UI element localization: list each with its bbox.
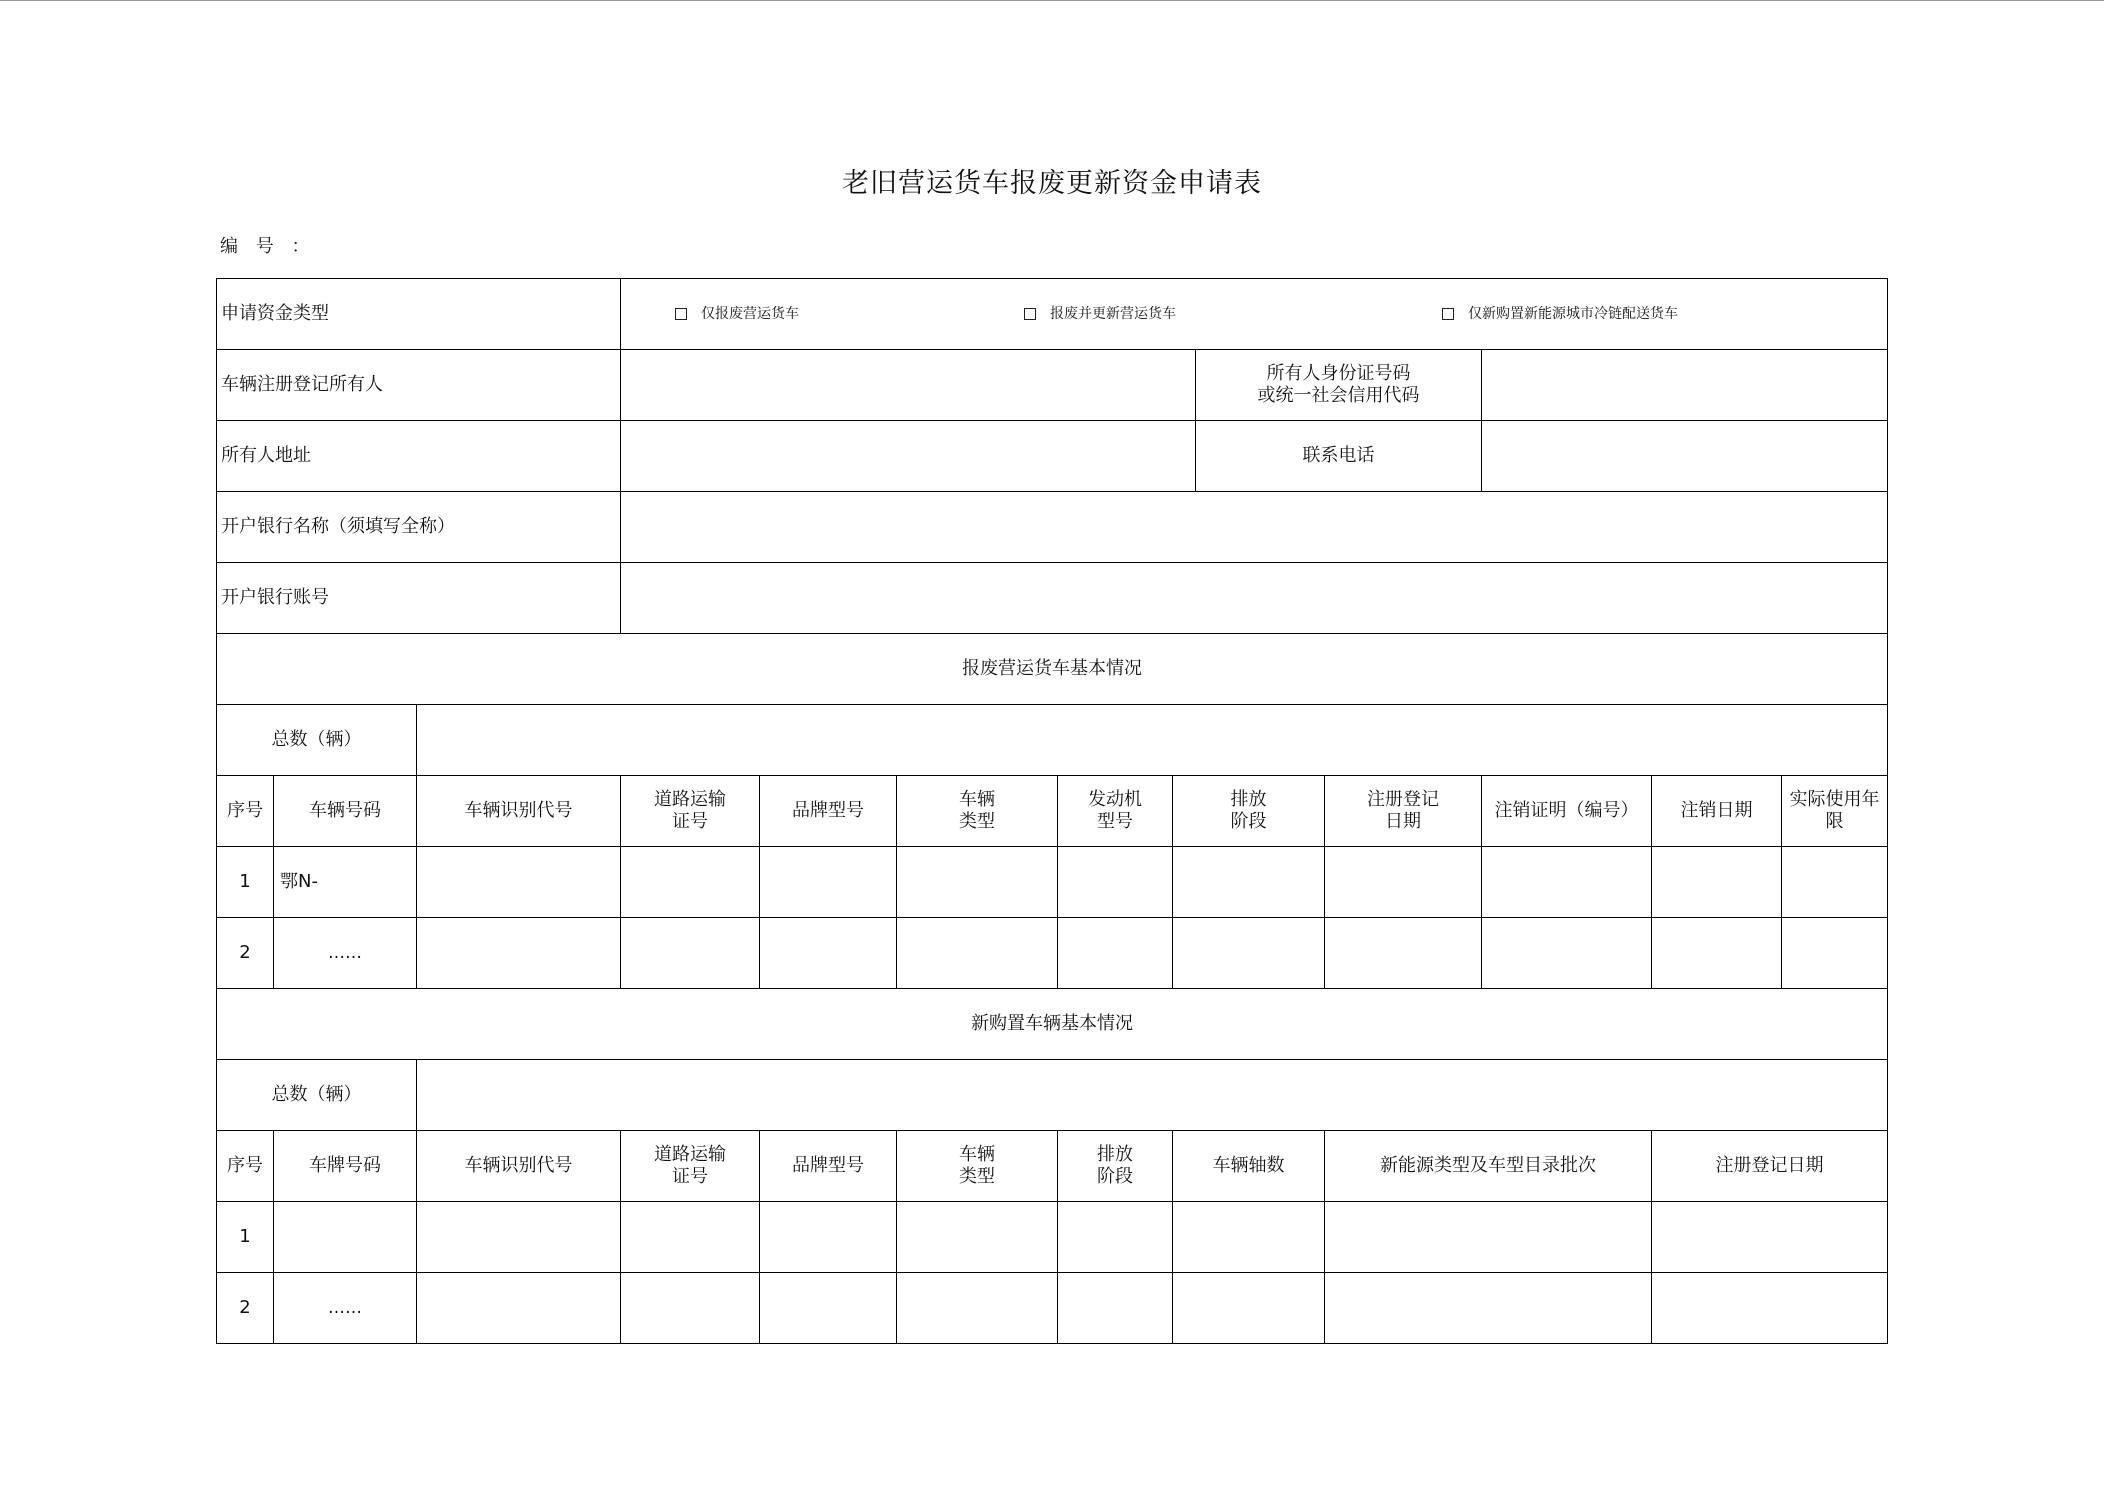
cell[interactable] bbox=[417, 1273, 621, 1344]
column-header: 车牌号码 bbox=[274, 1131, 417, 1202]
row-number: 1 bbox=[217, 1202, 274, 1273]
scrap-total-label: 总数（辆） bbox=[217, 705, 417, 776]
column-header: 排放 阶段 bbox=[1058, 1131, 1173, 1202]
phone-label: 联系电话 bbox=[1196, 421, 1482, 492]
column-header: 新能源类型及车型目录批次 bbox=[1325, 1131, 1652, 1202]
apply-type-label: 申请资金类型 bbox=[217, 279, 621, 350]
cell[interactable] bbox=[1058, 1273, 1173, 1344]
serial-number-label bbox=[220, 232, 321, 258]
cell[interactable] bbox=[1325, 1202, 1652, 1273]
column-header: 车辆识别代号 bbox=[417, 776, 621, 847]
column-header: 品牌型号 bbox=[760, 1131, 897, 1202]
cell[interactable] bbox=[1482, 918, 1652, 989]
cell[interactable] bbox=[621, 918, 760, 989]
owner-id-input[interactable] bbox=[1482, 350, 1888, 421]
option-scrap-only[interactable] bbox=[675, 303, 799, 325]
table-row bbox=[217, 1273, 1888, 1344]
apply-type-options bbox=[621, 279, 1888, 350]
column-header: 发动机 型号 bbox=[1058, 776, 1173, 847]
serial-char: 编 bbox=[220, 236, 238, 257]
column-header: 车辆轴数 bbox=[1173, 1131, 1325, 1202]
owner-row bbox=[217, 350, 1888, 421]
column-header: 车辆识别代号 bbox=[417, 1131, 621, 1202]
table-row bbox=[217, 1202, 1888, 1273]
scrap-total-row bbox=[217, 705, 1888, 776]
serial-char: 号 bbox=[255, 236, 274, 257]
owner-id-label bbox=[1196, 350, 1482, 421]
column-header: 车辆 类型 bbox=[897, 1131, 1058, 1202]
cell[interactable] bbox=[1652, 918, 1782, 989]
bank-account-label: 开户银行账号 bbox=[217, 563, 621, 634]
option-scrap-and-renew[interactable] bbox=[1024, 303, 1176, 325]
cell[interactable] bbox=[621, 847, 760, 918]
checkbox-icon[interactable] bbox=[675, 308, 687, 320]
scrap-section-title: 报废营运货车基本情况 bbox=[217, 634, 1888, 705]
column-header: 品牌型号 bbox=[760, 776, 897, 847]
column-header: 道路运输 证号 bbox=[621, 776, 760, 847]
apply-type-row bbox=[217, 279, 1888, 350]
cell[interactable] bbox=[1325, 1273, 1652, 1344]
new-header-row bbox=[217, 1131, 1888, 1202]
cell[interactable] bbox=[1652, 1273, 1888, 1344]
bank-name-input[interactable] bbox=[621, 492, 1888, 563]
cell[interactable] bbox=[1058, 1202, 1173, 1273]
cell[interactable] bbox=[897, 1202, 1058, 1273]
column-header: 道路运输 证号 bbox=[621, 1131, 760, 1202]
cell[interactable] bbox=[1652, 847, 1782, 918]
cell[interactable] bbox=[1782, 918, 1888, 989]
column-header: 注销证明（编号） bbox=[1482, 776, 1652, 847]
cell[interactable] bbox=[1652, 1202, 1888, 1273]
column-header: 注册登记日期 bbox=[1652, 1131, 1888, 1202]
option-label: 报废并更新营运货车 bbox=[1050, 306, 1176, 322]
cell[interactable] bbox=[1173, 918, 1325, 989]
cell[interactable] bbox=[1058, 918, 1173, 989]
plate-cell[interactable] bbox=[274, 1202, 417, 1273]
column-header: 序号 bbox=[217, 776, 274, 847]
table-row bbox=[217, 847, 1888, 918]
new-total-label: 总数（辆） bbox=[217, 1060, 417, 1131]
address-input[interactable] bbox=[621, 421, 1196, 492]
new-section-title: 新购置车辆基本情况 bbox=[217, 989, 1888, 1060]
cell[interactable] bbox=[417, 918, 621, 989]
option-label: 仅报废营运货车 bbox=[701, 306, 799, 322]
phone-input[interactable] bbox=[1482, 421, 1888, 492]
scrap-total-input[interactable] bbox=[417, 705, 1888, 776]
plate-cell[interactable]: …… bbox=[274, 918, 417, 989]
option-label: 仅新购置新能源城市冷链配送货车 bbox=[1468, 306, 1678, 322]
column-header: 车辆号码 bbox=[274, 776, 417, 847]
owner-input[interactable] bbox=[621, 350, 1196, 421]
column-header: 注册登记 日期 bbox=[1325, 776, 1482, 847]
plate-cell[interactable]: …… bbox=[274, 1273, 417, 1344]
cell[interactable] bbox=[760, 847, 897, 918]
cell[interactable] bbox=[1173, 1273, 1325, 1344]
cell[interactable] bbox=[1058, 847, 1173, 918]
cell[interactable] bbox=[897, 918, 1058, 989]
plate-cell[interactable]: 鄂N- bbox=[274, 847, 417, 918]
option-new-ev-only[interactable] bbox=[1442, 303, 1678, 325]
form-title: 老旧营运货车报废更新资金申请表 bbox=[842, 168, 1262, 199]
column-header: 实际使用年 限 bbox=[1782, 776, 1888, 847]
row-number: 2 bbox=[217, 1273, 274, 1344]
cell[interactable] bbox=[621, 1273, 760, 1344]
cell[interactable] bbox=[897, 1273, 1058, 1344]
row-number: 1 bbox=[217, 847, 274, 918]
new-total-input[interactable] bbox=[417, 1060, 1888, 1131]
new-section-row bbox=[217, 989, 1888, 1060]
scrap-section-row bbox=[217, 634, 1888, 705]
owner-id-label-line2: 或统一社会信用代码 bbox=[1257, 385, 1420, 406]
column-header: 排放 阶段 bbox=[1173, 776, 1325, 847]
scrap-header-row bbox=[217, 776, 1888, 847]
cell[interactable] bbox=[417, 847, 621, 918]
cell[interactable] bbox=[1782, 847, 1888, 918]
checkbox-icon[interactable] bbox=[1024, 308, 1036, 320]
owner-id-label-line1: 所有人身份证号码 bbox=[1266, 363, 1411, 384]
column-header: 序号 bbox=[217, 1131, 274, 1202]
page-top-border bbox=[0, 0, 2104, 1]
cell[interactable] bbox=[417, 1202, 621, 1273]
cell[interactable] bbox=[760, 1273, 897, 1344]
bank-name-label: 开户银行名称（须填写全称） bbox=[217, 492, 621, 563]
serial-char: ： bbox=[291, 236, 310, 257]
column-header: 车辆 类型 bbox=[897, 776, 1058, 847]
bank-account-input[interactable] bbox=[621, 563, 1888, 634]
cell[interactable] bbox=[760, 918, 897, 989]
owner-label: 车辆注册登记所有人 bbox=[217, 350, 621, 421]
cell[interactable] bbox=[1325, 847, 1482, 918]
address-row bbox=[217, 421, 1888, 492]
address-label: 所有人地址 bbox=[217, 421, 621, 492]
cell[interactable] bbox=[621, 1202, 760, 1273]
cell[interactable] bbox=[1325, 918, 1482, 989]
column-header: 注销日期 bbox=[1652, 776, 1782, 847]
bank-account-row bbox=[217, 563, 1888, 634]
cell[interactable] bbox=[1173, 1202, 1325, 1273]
cell[interactable] bbox=[760, 1202, 897, 1273]
new-total-row bbox=[217, 1060, 1888, 1131]
row-number: 2 bbox=[217, 918, 274, 989]
cell[interactable] bbox=[897, 847, 1058, 918]
cell[interactable] bbox=[1173, 847, 1325, 918]
application-form-table bbox=[216, 278, 1888, 1344]
table-row bbox=[217, 918, 1888, 989]
cell[interactable] bbox=[1482, 847, 1652, 918]
bank-name-row bbox=[217, 492, 1888, 563]
checkbox-icon[interactable] bbox=[1442, 308, 1454, 320]
